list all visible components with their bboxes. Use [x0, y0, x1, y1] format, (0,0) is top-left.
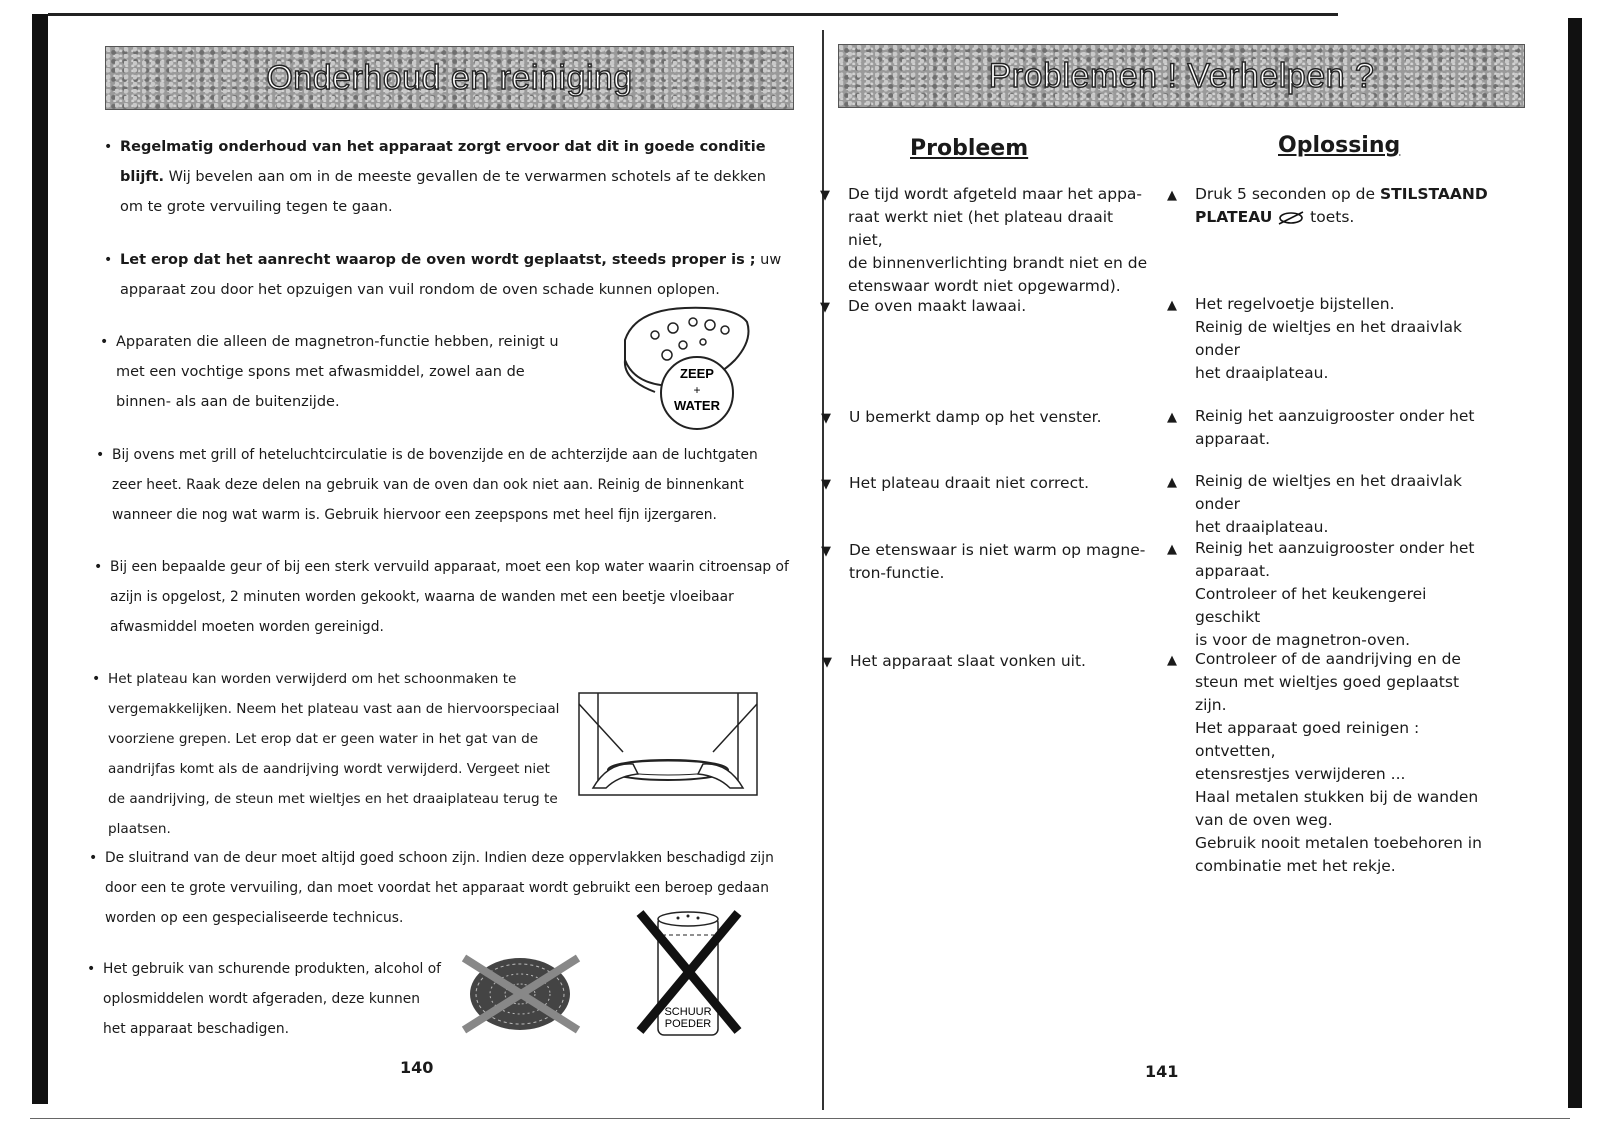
- up-triangle-icon: ▲: [1167, 188, 1177, 203]
- maintenance-paragraph-6: [92, 664, 568, 844]
- solution-3: ▲ Reinig het aanzuigrooster onder het apparaat.: [1167, 407, 1475, 448]
- bullet-icon: •: [104, 252, 113, 268]
- solution-6: ▲ Controleer of de aandrijving en de steun met wieltjes goed geplaatst zijn. Het apparaat goed reinigen : ontvetten, etensrestjes verwijderen ... Haal metalen stukken bij de wanden van de oven weg. Gebruik nooit metalen toebehoren in combinatie met het rekje.: [1167, 650, 1482, 875]
- powder-label-2: POEDER: [664, 1018, 712, 1030]
- bottom-rule: [30, 1118, 1570, 1119]
- maintenance-paragraph-2: [104, 245, 792, 305]
- scouring-pad-crossed-illustration: [462, 948, 580, 1038]
- paragraph-bold: Regelmatig onderhoud van het apparaat zorgt ervoor dat dit in goede conditie blijft.: [120, 139, 766, 185]
- solution-1: ▲ Druk 5 seconden op de STILSTAAND PLATEAU toets.: [1167, 185, 1488, 226]
- problem-3: ▼ U bemerkt damp op het venster.: [849, 406, 1149, 429]
- bullet-icon: •: [92, 671, 101, 687]
- page-number-right: 141: [1145, 1062, 1179, 1081]
- paragraph-text: Bij een bepaalde geur of bij een sterk vervuild apparaat, moet een kop water waarin citroensap of azijn is opgelost, 2 minuten worden gekookt, waarna de wanden met een beetje vloeibaar afwasmiddel moeten worden gereinigd.: [110, 559, 789, 635]
- page-edge-left: [32, 14, 48, 1104]
- up-triangle-icon: ▲: [1167, 653, 1177, 668]
- column-header-problem: Probleem: [910, 136, 1029, 161]
- maintenance-paragraph-4: [96, 440, 792, 530]
- left-page-title: Onderhoud en reiniging: [266, 58, 633, 97]
- solution-2: ▲ Het regelvoetje bijstellen. Reinig de wieltjes en het draaivlak onder het draaiplateau.: [1167, 295, 1462, 382]
- sponge-illustration: [615, 300, 755, 430]
- paragraph-text: uw apparaat zou door het opzuigen van vuil rondom de oven schade kunnen oplopen.: [120, 252, 782, 298]
- down-triangle-icon: ▼: [821, 411, 831, 426]
- bullet-icon: •: [89, 850, 98, 866]
- solution-5: ▲ Reinig het aanzuigrooster onder het apparaat. Controleer of het keukengerei geschikt is voor de magnetron-oven.: [1167, 539, 1475, 649]
- down-triangle-icon: ▼: [821, 544, 831, 559]
- bullet-icon: •: [87, 961, 96, 977]
- powder-label-1: SCHUUR: [664, 1006, 712, 1018]
- scouring-powder-crossed-illustration: [632, 905, 744, 1040]
- down-triangle-icon: ▼: [822, 655, 832, 670]
- up-triangle-icon: ▲: [1167, 410, 1177, 425]
- maintenance-paragraph-8: [87, 954, 443, 1044]
- sponge-label-plus: +: [693, 383, 701, 397]
- down-triangle-icon: ▼: [821, 477, 831, 492]
- page-edge-right: [1568, 18, 1582, 1108]
- maintenance-paragraph-3: [100, 327, 571, 417]
- sponge-label-water: WATER: [674, 398, 720, 413]
- bullet-icon: •: [100, 334, 109, 350]
- column-header-solution: Oplossing: [1278, 133, 1401, 158]
- problem-6: ▼ Het apparaat slaat vonken uit.: [850, 650, 1150, 673]
- bullet-icon: •: [96, 447, 105, 463]
- paragraph-bold: Let erop dat het aanrecht waarop de oven wordt geplaatst, steeds proper is ;: [120, 252, 756, 268]
- problem-2: ▼ De oven maakt lawaai.: [848, 295, 1148, 318]
- page-number-left: 140: [400, 1058, 434, 1077]
- sponge-label-soap: ZEEP: [680, 366, 714, 381]
- maintenance-paragraph-5: [94, 552, 790, 642]
- up-triangle-icon: ▲: [1167, 475, 1177, 490]
- left-title-banner: [105, 46, 794, 110]
- down-triangle-icon: ▼: [820, 188, 830, 203]
- turntable-illustration: [578, 692, 758, 796]
- problem-4: ▼ Het plateau draait niet correct.: [849, 472, 1149, 495]
- up-triangle-icon: ▲: [1167, 298, 1177, 313]
- turntable-stop-icon: [1277, 211, 1305, 225]
- bullet-icon: •: [94, 559, 103, 575]
- top-rule: [48, 13, 1338, 16]
- up-triangle-icon: ▲: [1167, 542, 1177, 557]
- paragraph-text: Het gebruik van schurende produkten, alcohol of oplosmiddelen wordt afgeraden, deze kunnen het apparaat beschadigen.: [103, 961, 442, 1037]
- maintenance-paragraph-1: [104, 132, 792, 222]
- paragraph-text: De sluitrand van de deur moet altijd goed schoon zijn. Indien deze oppervlakken beschadigd zijn door een te grote vervuiling, dan moet voordat het apparaat wordt gebruikt een beroep gedaan worden op een gespecialiseerde technicus.: [105, 850, 774, 926]
- paragraph-text: Bij ovens met grill of heteluchtcirculatie is de bovenzijde en de achterzijde aan de luchtgaten zeer heet. Raak deze delen na gebruik van de oven dan ook niet aan. Reinig de binnenkant wanneer die nog wat warm is. Gebruik hiervoor een zeepspons met heel fijn ijzergaren.: [112, 447, 758, 523]
- right-page-title: Problemen ! Verhelpen ?: [988, 56, 1375, 95]
- paragraph-text: Apparaten die alleen de magnetron-functie hebben, reinigt u met een vochtige spons met afwasmiddel, zowel aan de binnen- als aan de buitenzijde.: [116, 334, 559, 410]
- paragraph-text: Het plateau kan worden verwijderd om het schoonmaken te vergemakkelijken. Neem het plateau vast aan de hiervoorspeciaal voorziene grepen. Let erop dat er geen water in het gat van de aandrijfas komt als de aandrijving wordt verwijderd. Vergeet niet de aandrijving, de steun met wieltjes en het draaiplateau terug te plaatsen.: [108, 671, 560, 837]
- down-triangle-icon: ▼: [820, 300, 830, 315]
- paragraph-text: Wij bevelen aan om in de meeste gevallen de te verwarmen schotels af te dekken om te grote vervuiling tegen te gaan.: [120, 169, 766, 215]
- bullet-icon: •: [104, 139, 113, 155]
- right-title-banner: [838, 44, 1525, 108]
- solution-4: ▲ Reinig de wieltjes en het draaivlak onder het draaiplateau.: [1167, 472, 1462, 536]
- problem-1: ▼ De tijd wordt afgeteld maar het appa- raat werkt niet (het plateau draait niet, de binnenverlichting brandt niet en de etenswaar wordt niet opgewarmd).: [820, 185, 1148, 295]
- problem-5: ▼ De etenswaar is niet warm op magne- tron-functie.: [821, 541, 1146, 582]
